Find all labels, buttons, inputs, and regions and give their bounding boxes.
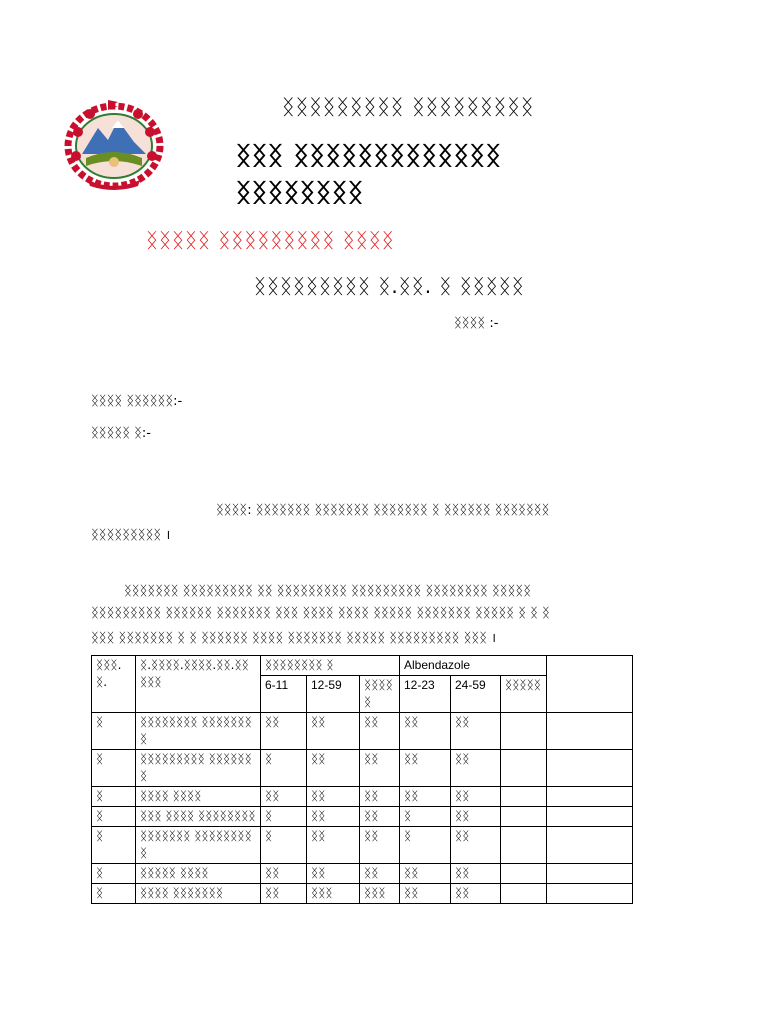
office-title-line2: ᛝᛝᛝᛝᛝᛝᛝᛝ <box>236 178 365 207</box>
cell-blank <box>547 750 633 787</box>
cell-24-59: ᛝᛝ <box>451 787 501 807</box>
cell-12-23: ᛝ <box>400 827 451 864</box>
cell-total: ᛝᛝ <box>360 807 400 827</box>
header-facility-name: ᛝ.ᛝᛝᛝᛝ.ᛝᛝᛝᛝ.ᛝᛝ.ᛝᛝ ᛝᛝᛝ <box>136 656 261 713</box>
cell-serial: ᛝ <box>92 864 136 884</box>
table-row <box>92 750 633 787</box>
table-row <box>92 884 633 904</box>
subheader-12-59: 12-59 <box>307 676 360 713</box>
cell-facility-name: ᛝᛝᛝᛝ ᛝᛝᛝᛝ <box>136 787 261 807</box>
office-title-line1: ᛝᛝᛝ ᛝᛝᛝᛝᛝᛝᛝᛝᛝᛝᛝᛝᛝ <box>236 141 502 170</box>
cell-total: ᛝᛝ <box>360 713 400 750</box>
cell-facility-name: ᛝᛝᛝᛝ ᛝᛝᛝᛝᛝᛝᛝ <box>136 884 261 904</box>
cell-total <box>501 884 547 904</box>
body-paragraph-line2: ᛝᛝᛝᛝᛝᛝᛝᛝᛝ ᛝᛝᛝᛝᛝᛝ ᛝᛝᛝᛝᛝᛝᛝ ᛝᛝᛝ ᛝᛝᛝᛝ ᛝᛝᛝᛝ ᛝᛝᛝᛝᛝ ᛝᛝᛝᛝᛝᛝᛝ ᛝᛝᛝᛝᛝ ᛝ ᛝ ᛝ <box>91 606 550 621</box>
government-emblem-icon <box>60 98 168 192</box>
cell-facility-name: ᛝᛝᛝᛝᛝᛝᛝ ᛝᛝᛝᛝᛝᛝᛝᛝᛝ <box>136 827 261 864</box>
cell-24-59: ᛝᛝ <box>451 750 501 787</box>
cell-facility-name: ᛝᛝᛝᛝᛝᛝᛝᛝᛝ ᛝᛝᛝᛝᛝᛝᛝ <box>136 750 261 787</box>
cell-serial: ᛝ <box>92 750 136 787</box>
table-header-row <box>92 656 633 676</box>
table-row <box>92 713 633 750</box>
cell-6-11: ᛝ <box>261 827 307 864</box>
reference-number-label: ᛝᛝᛝᛝ ᛝᛝᛝᛝᛝᛝ:- <box>91 394 183 409</box>
cell-total: ᛝᛝ <box>360 864 400 884</box>
cell-blank <box>547 713 633 750</box>
cell-total <box>501 807 547 827</box>
subject-line: ᛝᛝᛝᛝ: ᛝᛝᛝᛝᛝᛝᛝ ᛝᛝᛝᛝᛝᛝᛝ ᛝᛝᛝᛝᛝᛝᛝ ᛝ ᛝᛝᛝᛝᛝᛝ ᛝᛝᛝᛝᛝᛝᛝ <box>216 503 550 518</box>
cell-total: ᛝᛝ <box>360 827 400 864</box>
table-row <box>92 807 633 827</box>
cell-12-23: ᛝᛝ <box>400 864 451 884</box>
cell-serial: ᛝ <box>92 787 136 807</box>
cell-blank <box>547 787 633 807</box>
cell-serial: ᛝ <box>92 713 136 750</box>
cell-blank <box>547 884 633 904</box>
cell-12-59: ᛝᛝ <box>307 713 360 750</box>
cell-24-59: ᛝᛝ <box>451 884 501 904</box>
office-address: ᛝᛝᛝᛝᛝᛝᛝᛝᛝ ᛝ.ᛝᛝ. ᛝ ᛝᛝᛝᛝᛝ <box>254 274 525 298</box>
cell-6-11: ᛝ <box>261 807 307 827</box>
cell-12-23: ᛝᛝ <box>400 787 451 807</box>
cell-blank <box>547 864 633 884</box>
office-subtitle: ᛝᛝᛝᛝᛝ ᛝᛝᛝᛝᛝᛝᛝᛝᛝ ᛝᛝᛝᛝ <box>146 228 395 252</box>
table-row <box>92 827 633 864</box>
body-paragraph-line1: ᛝᛝᛝᛝᛝᛝᛝ ᛝᛝᛝᛝᛝᛝᛝᛝᛝ ᛝᛝ ᛝᛝᛝᛝᛝᛝᛝᛝᛝ ᛝᛝᛝᛝᛝᛝᛝᛝᛝ ᛝᛝᛝᛝᛝᛝᛝᛝ ᛝᛝᛝᛝᛝ <box>124 584 531 599</box>
cell-serial: ᛝ <box>92 807 136 827</box>
cell-blank <box>547 807 633 827</box>
cell-12-23: ᛝ <box>400 807 451 827</box>
cell-24-59: ᛝᛝ <box>451 713 501 750</box>
subheader-24-59: 24-59 <box>451 676 501 713</box>
distribution-table <box>91 655 633 904</box>
subheader-total: ᛝᛝᛝᛝᛝ <box>360 676 400 713</box>
cell-12-59: ᛝᛝᛝ <box>307 884 360 904</box>
cell-12-23: ᛝᛝ <box>400 884 451 904</box>
cell-12-23: ᛝᛝ <box>400 713 451 750</box>
table-row <box>92 787 633 807</box>
date-label: ᛝᛝᛝᛝ :- <box>454 316 499 331</box>
header-blank <box>547 656 633 713</box>
header-group-albendazole: Albendazole <box>400 656 547 676</box>
subheader-6-11: 6-11 <box>261 676 307 713</box>
cell-6-11: ᛝᛝ <box>261 864 307 884</box>
cell-facility-name: ᛝᛝᛝ ᛝᛝᛝᛝ ᛝᛝᛝᛝᛝᛝᛝᛝ <box>136 807 261 827</box>
cell-12-59: ᛝᛝ <box>307 827 360 864</box>
cell-total <box>501 787 547 807</box>
cell-24-59: ᛝᛝ <box>451 807 501 827</box>
table-row <box>92 864 633 884</box>
cell-total <box>501 713 547 750</box>
cell-12-59: ᛝᛝ <box>307 807 360 827</box>
cell-facility-name: ᛝᛝᛝᛝᛝ ᛝᛝᛝᛝ <box>136 864 261 884</box>
subheader-total: ᛝᛝᛝᛝᛝ <box>501 676 547 713</box>
cell-facility-name: ᛝᛝᛝᛝᛝᛝᛝᛝ ᛝᛝᛝᛝᛝᛝᛝᛝ <box>136 713 261 750</box>
cell-serial: ᛝ <box>92 827 136 864</box>
cell-total: ᛝᛝᛝ <box>360 884 400 904</box>
cell-total: ᛝᛝ <box>360 787 400 807</box>
cell-serial: ᛝ <box>92 884 136 904</box>
cell-6-11: ᛝᛝ <box>261 787 307 807</box>
cell-6-11: ᛝ <box>261 750 307 787</box>
cell-12-59: ᛝᛝ <box>307 864 360 884</box>
cell-blank <box>547 827 633 864</box>
body-paragraph-line3: ᛝᛝᛝ ᛝᛝᛝᛝᛝᛝᛝ ᛝ ᛝ ᛝᛝᛝᛝᛝᛝ ᛝᛝᛝᛝ ᛝᛝᛝᛝᛝᛝᛝ ᛝᛝᛝᛝᛝ ᛝᛝᛝᛝᛝᛝᛝᛝᛝ ᛝᛝᛝ । <box>91 631 497 646</box>
cell-total: ᛝᛝ <box>360 750 400 787</box>
cell-24-59: ᛝᛝ <box>451 864 501 884</box>
cell-12-23: ᛝᛝ <box>400 750 451 787</box>
ministry-title: ᛝᛝᛝᛝᛝᛝᛝᛝᛝ ᛝᛝᛝᛝᛝᛝᛝᛝᛝ <box>282 95 535 119</box>
cell-6-11: ᛝᛝ <box>261 884 307 904</box>
cell-total <box>501 864 547 884</box>
header-group-vitamin: ᛝᛝᛝᛝᛝᛝᛝᛝ ᛝ <box>261 656 400 676</box>
cell-12-59: ᛝᛝ <box>307 787 360 807</box>
cell-total <box>501 750 547 787</box>
cell-12-59: ᛝᛝ <box>307 750 360 787</box>
subheader-12-23: 12-23 <box>400 676 451 713</box>
subject-line-continued: ᛝᛝᛝᛝᛝᛝᛝᛝᛝ । <box>91 528 171 543</box>
header-serial-number: ᛝᛝᛝ.ᛝ. <box>92 656 136 713</box>
cell-24-59: ᛝᛝ <box>451 827 501 864</box>
dispatch-number-label: ᛝᛝᛝᛝᛝ ᛝ:- <box>91 426 152 441</box>
cell-6-11: ᛝᛝ <box>261 713 307 750</box>
cell-total <box>501 827 547 864</box>
